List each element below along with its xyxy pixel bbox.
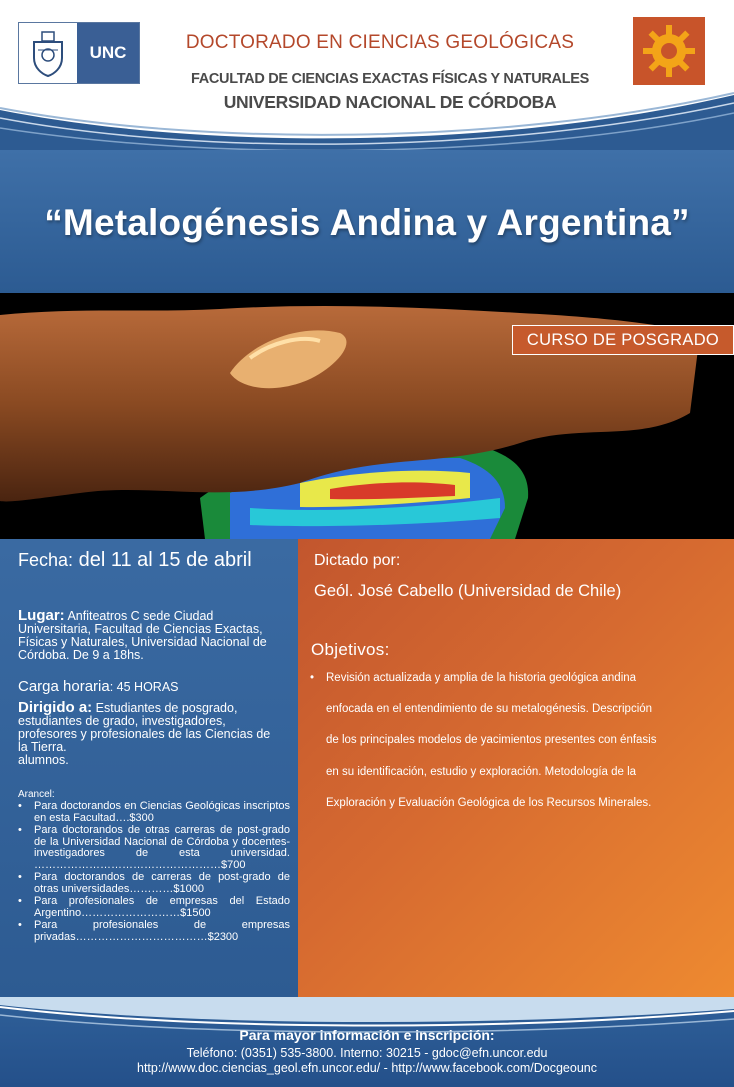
objective-line: • Revisión actualizada y amplia de la historia geológica andina [310,672,637,684]
bullet-icon: • [310,672,315,684]
objective-line: enfocada en el entendimiento de su metalogénesis. Descripción [326,703,653,716]
lugar-text: Anfiteatros C sede Ciudad Universitaria, Facultad de Ciencias Exactas, Físicas y Naturales, Universidad Nacional de Córdoba. De 9 a 18hs. [18,609,267,662]
fee-item: • Para profesionales de empresas del Estado Argentino………………………$1500 [18,896,290,919]
objetivos-label: Objetivos: [311,640,390,659]
footer [0,997,734,1087]
carga-label: Carga horaria [18,678,110,695]
course-title: “Metalogénesis Andina y Argentina” [44,202,690,243]
footer-contact[interactable]: Teléfono: (0351) 535-3800. Interno: 30215 - gdoc@efn.uncor.edu [186,1046,548,1060]
unc-logo [18,22,140,84]
instructor-name: Geól. José Cabello (Universidad de Chile) [314,582,622,600]
fecha-value: del 11 al 15 de abril [73,549,252,571]
fee-item: • Para doctorandos de otras carreras de post-grado de la Universidad Nacional de Córdoba y docentes-investigadores de esta universidad. ……………………………………………$700 [18,825,290,871]
lugar-label: Lugar: [18,607,65,624]
instructor-objectives-panel [298,539,734,997]
fee-item: • Para profesionales de empresas privadas………………………………$2300 [18,920,290,943]
lugar-block [18,609,280,662]
dirigido-label: Dirigido a: [18,699,93,716]
fee-item: • Para doctorandos de carreras de post-grado de otras universidades…………$1000 [18,872,290,895]
course-info-panel [0,539,298,997]
course-type-badge: CURSO DE POSGRADO [512,325,734,355]
carga-block [18,680,280,694]
footer-title: Para mayor información e inscripción: [239,1027,495,1043]
unc-logo-text: UNC [89,43,127,62]
program-title: DOCTORADO EN CIENCIAS GEOLÓGICAS [185,32,575,53]
faculty-name: FACULTAD DE CIENCIAS EXACTAS FÍSICAS Y NATURALES [190,71,590,87]
header [0,0,734,150]
objectives-text [310,672,724,828]
shield-seal-icon [19,23,77,83]
university-name: UNIVERSIDAD NACIONAL DE CÓRDOBA [223,92,557,112]
objective-line: Exploración y Evaluación Geológica de los Recursos Minerales. [326,796,652,809]
date-line [18,549,252,572]
fecha-label: Fecha: [18,550,74,570]
footer-urls[interactable]: http://www.doc.ciencias_geol.efn.uncor.edu/ - http://www.facebook.com/Docgeounc [137,1061,597,1075]
arancel-label: Arancel: [18,789,55,800]
objective-line: en su identificación, estudio y exploración. Metodología de la [326,765,637,778]
fee-list [18,801,290,944]
carga-value: : 45 HORAS [109,680,179,694]
objective-line: de los principales modelos de yacimientos presentes con énfasis [326,734,657,747]
dirigido-text: Estudiantes de posgrado, estudiantes de grado, investigadores, profesores y profesionales de las Ciencias de la Tierra. [18,701,271,754]
dictado-label: Dictado por: [314,552,401,569]
dirigido-block [18,701,280,767]
fee-item: • Para doctorandos en Ciencias Geológicas inscriptos en esta Facultad….$300 [18,801,290,824]
gear-sun-logo-icon [633,17,705,85]
dirigido-extra: alumnos. [18,753,69,767]
